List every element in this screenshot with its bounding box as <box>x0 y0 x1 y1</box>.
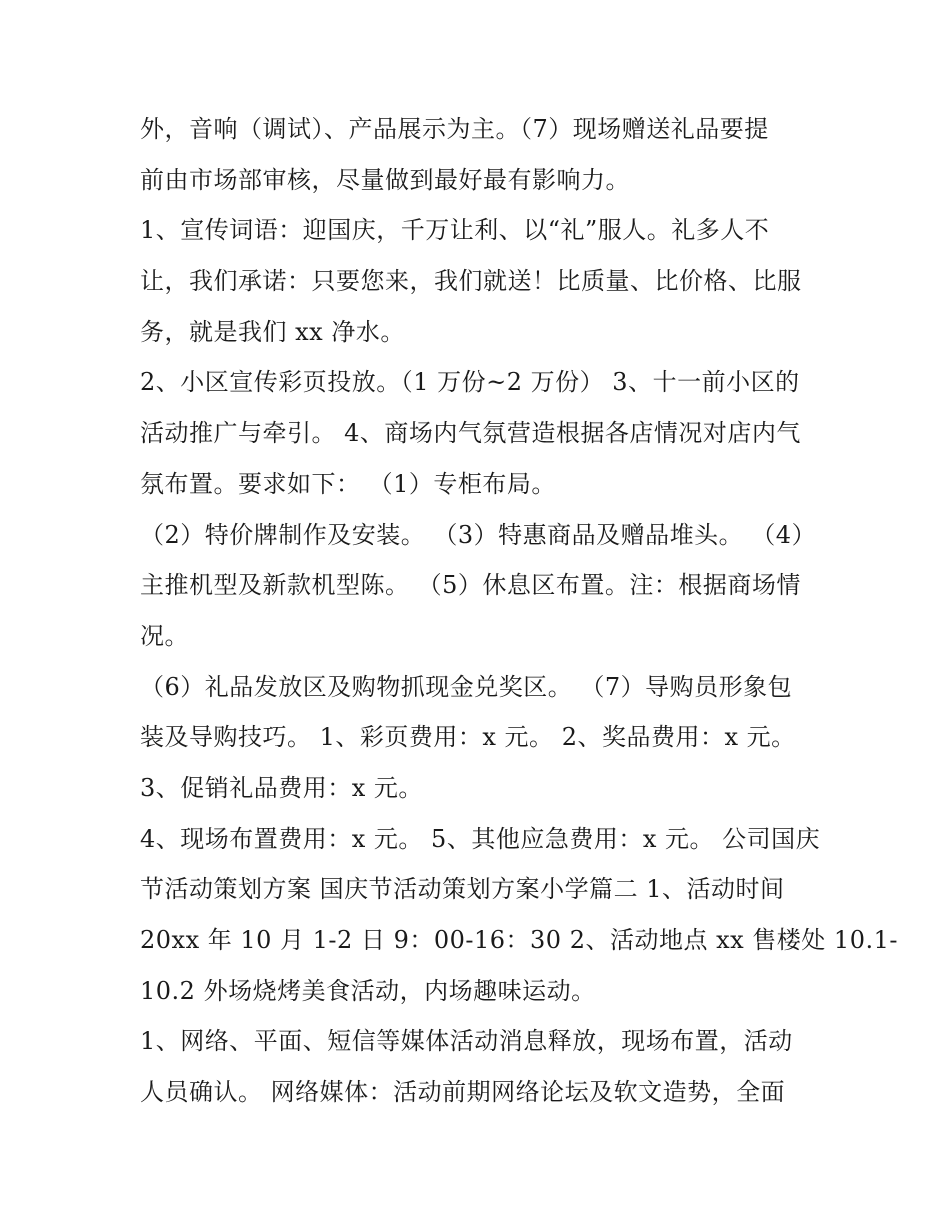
text-line: 1、网络、平面、短信等媒体活动消息释放，现场布置，活动 <box>140 1027 793 1056</box>
text-line: 氛布置。要求如下： （1）专柜布局。 <box>140 469 556 498</box>
text-line: 10.2 外场烧烤美食活动，内场趣味运动。 <box>140 976 596 1005</box>
text-line: 人员确认。 网络媒体：活动前期网络论坛及软文造势，全面 <box>140 1078 786 1107</box>
text-line: 2、小区宣传彩页投放。（1 万份~2 万份） 3、十一前小区的 <box>140 368 800 397</box>
text-line: 3、促销礼品费用：x 元。 <box>140 773 423 802</box>
text-line: 外，音响（调试）、产品展示为主。（7）现场赠送礼品要提 <box>140 115 769 143</box>
text-line: 主推机型及新款机型陈。 （5）休息区布置。注：根据商场情 <box>140 571 801 600</box>
text-line: 4、现场布置费用：x 元。 5、其他应急费用：x 元。 公司国庆 <box>140 824 821 853</box>
text-line: 节活动策划方案 国庆节活动策划方案小学篇二 1、活动时间 <box>140 875 785 904</box>
text-line: 况。 <box>140 621 189 650</box>
text-line: （2）特价牌制作及安装。 （3）特惠商品及赠品堆头。 （4） <box>140 520 817 549</box>
text-line: 务，就是我们 xx 净水。 <box>140 317 405 346</box>
text-line: （6）礼品发放区及购物抓现金兑奖区。 （7）导购员形象包 <box>140 672 793 701</box>
text-line: 装及导购技巧。 1、彩页费用：x 元。 2、奖品费用：x 元。 <box>140 723 796 752</box>
text-line: 活动推广与牵引。 4、商场内气氛营造根据各店情况对店内气 <box>140 419 801 448</box>
text-line: 1、宣传词语：迎国庆，千万让利、以“礼”服人。礼多人不 <box>140 216 770 245</box>
body-text <box>140 104 898 1118</box>
text-line: 前由市场部审核，尽量做到最好最有影响力。 <box>140 165 630 194</box>
text-line: 让，我们承诺：只要您来，我们就送！比质量、比价格、比服 <box>140 267 802 296</box>
text-line: 20xx 年 10 月 1-2 日 9：00-16：30 2、活动地点 xx 售楼处 10.1- <box>140 926 898 954</box>
